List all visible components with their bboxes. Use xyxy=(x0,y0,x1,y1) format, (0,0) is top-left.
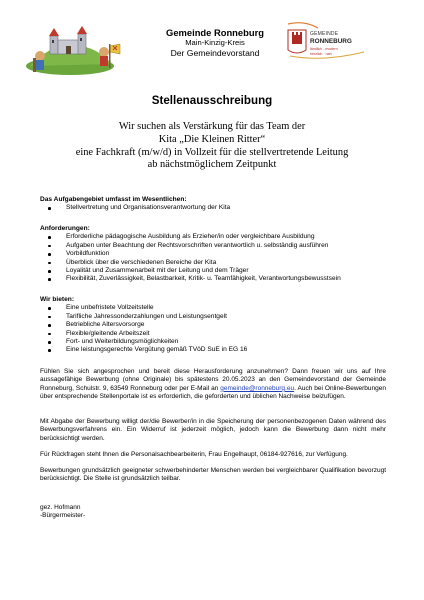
list-item: Eine leistungsgerechte Vergütung gemäß TVöD SuE in EG 16 xyxy=(40,346,392,354)
list-item: Fort- und Weiterbildungsmöglichkeiten xyxy=(40,338,392,346)
offers-heading: Wir bieten: xyxy=(40,296,75,303)
list-item: Loyalität und Zusammenarbeit mit der Leitung und dem Träger xyxy=(40,267,392,275)
org-name: Gemeinde Ronneburg xyxy=(166,27,264,38)
privacy-paragraph: Mit Abgabe der Bewerbung willigt der/die Bewerber/in in die Speicherung der personenbezogenen Daten während des Bewerbungsverfahrens ein. Ein Widerruf ist jederzeit möglich, jedoch kann die Bewerbung dann nicht mehr berücksichtigt werden. xyxy=(40,418,386,442)
logo-tagline-line: ländlich - modern xyxy=(310,47,338,51)
list-item: Flexible/gleitende Arbeitszeit xyxy=(40,330,392,338)
list-item: Betriebliche Altersvorsorge xyxy=(40,321,392,329)
list-item: Vorbildfunktion xyxy=(40,250,392,258)
list-item: Aufgaben unter Beachtung der Rechtsvorschriften verantwortlich u. selbständig ausführen xyxy=(40,242,392,250)
tasks-section xyxy=(40,196,392,213)
document-title: Stellenausschreibung xyxy=(151,94,273,107)
logo-prefix: GEMEINDE xyxy=(310,31,339,37)
requirements-section xyxy=(40,225,392,284)
list-item: Flexibilität, Zuverlässigkeit, Belastbarkeit, Kritik- u. Teamfähigkeit, Verantwortungsbewusstsein xyxy=(40,275,392,283)
list-item: Tarifliche Jahressonderzahlungen und Leistungsentgelt xyxy=(40,313,392,321)
logo-tagline xyxy=(310,47,350,56)
logo-tagline-line: herzlich · nah xyxy=(310,51,332,56)
intro-line: Wir suchen als Verstärkung für das Team der xyxy=(118,121,306,132)
signature-name: gez. Hofmann xyxy=(40,504,81,511)
intro-line: ab nächstmöglichem Zeitpunkt xyxy=(147,159,277,171)
requirements-heading: Anforderungen: xyxy=(40,225,90,232)
offers-section xyxy=(40,296,392,355)
requirements-list xyxy=(40,233,392,283)
logo-name: RONNEBURG xyxy=(310,38,352,45)
district-name: Main-Kinzig-Kreis xyxy=(185,38,245,47)
intro-line: eine Fachkraft (m/w/d) in Vollzeit für die stellvertretende Leitung xyxy=(75,146,349,158)
castle-knights-logo xyxy=(20,22,132,76)
application-text-end: . Auch bei Online-Bewerbungen über entsprechende Stellenportale ist es erforderlich, die geforderten und üblichen Nachweise beizufügen. xyxy=(40,384,386,401)
letterhead xyxy=(140,27,290,59)
intro-line: Kita „Die Kleinen Ritter“ xyxy=(158,133,266,145)
tasks-list xyxy=(40,204,392,212)
list-item: Stellvertretung und Organisationsverantwortung der Kita xyxy=(40,204,392,212)
signature-role: -Bürgermeister- xyxy=(40,512,86,520)
application-text: Fühlen Sie sich angesprochen und bereit diese Herausforderung anzunehmen? Dann freuen wir uns auf Ihre aussagefähige Bewerbung (ohne Originale) bis spätestens 20.05.2023 an den Gemeindevorstand der Gemeinde Ronneburg, Schulstr. 9, 63549 Ronneburg oder per E-Mail an xyxy=(40,368,386,392)
municipal-logo xyxy=(284,22,384,88)
list-item: Erforderliche pädagogische Ausbildung als Erzieher/in oder vergleichbare Ausbildung xyxy=(40,233,392,241)
offers-list xyxy=(40,304,392,354)
list-item: Überblick über die verschiedenen Bereiche der Kita xyxy=(40,259,392,267)
disability-paragraph: Bewerbungen grundsätzlich geeigneter schwerbehinderter Menschen werden bei vergleichbarer Qualifikation bevorzugt berücksichtigt. Die Stelle ist grundsätzlich teilbar. xyxy=(40,467,386,483)
contact-paragraph: Für Rückfragen steht Ihnen die Personalsachbearbeiterin, Frau Engelhaupt, 06184-927616, zur Verfügung. xyxy=(40,451,348,458)
list-item: Eine unbefristete Vollzeitstelle xyxy=(40,304,392,312)
email-link[interactable]: gemeinde@ronneburg.eu xyxy=(220,384,295,392)
tasks-heading: Das Aufgabengebiet umfasst im Wesentlichen: xyxy=(40,196,187,203)
signature-block xyxy=(40,504,85,521)
board-name: Der Gemeindevorstand xyxy=(170,48,260,58)
application-paragraph xyxy=(40,368,386,402)
job-intro xyxy=(20,121,404,172)
